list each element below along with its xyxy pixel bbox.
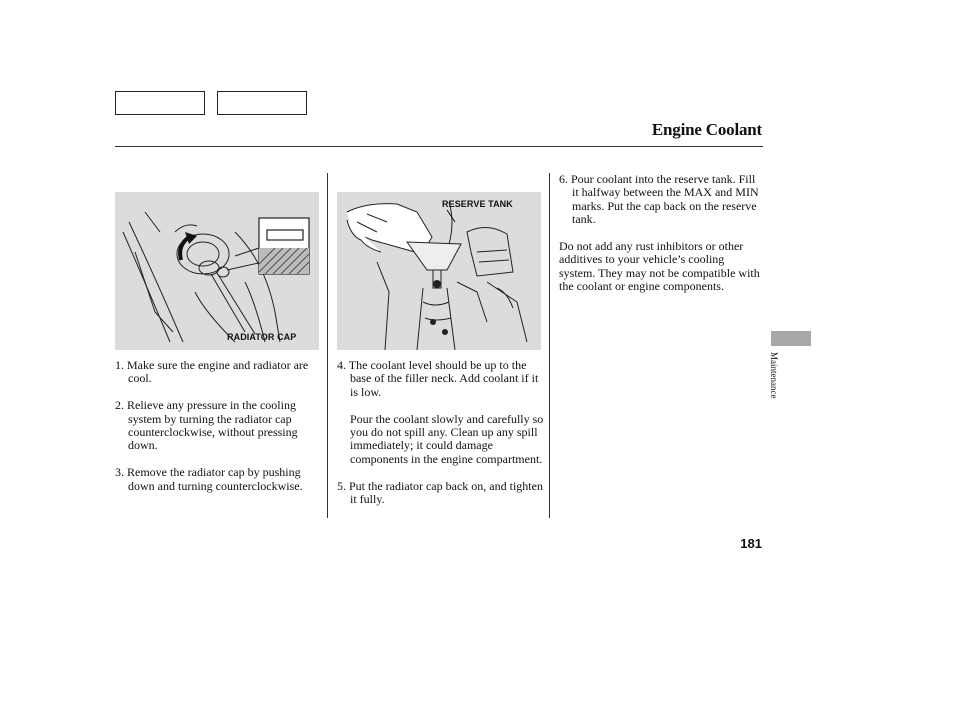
nav-button-next[interactable] (217, 91, 307, 115)
reserve-tank-label: RESERVE TANK (442, 199, 513, 209)
step-5: 5. Put the radiator cap back on, and tighten it fully. (337, 478, 543, 507)
column-divider-1 (327, 173, 328, 518)
column-1-text (115, 359, 325, 506)
step-3: 3. Remove the radiator cap by pushing down and turning counterclockwise. (115, 465, 303, 493)
section-tab-marker[interactable] (771, 331, 811, 346)
additive-warning: Do not add any rust inhibitors or other additives to your vehicle’s cooling system. They may not be compatible with the coolant or engine components. (559, 239, 760, 294)
step-6: 6. Pour coolant into the reserve tank. Fill it halfway between the MAX and MIN marks. Put the cap back on the reserve tank. (559, 172, 759, 227)
radiator-cap-label: RADIATOR CAP (227, 332, 297, 342)
page-title: Engine Coolant (651, 120, 762, 139)
column-3-text (559, 173, 763, 307)
radiator-cap-illustration (115, 192, 319, 350)
step-2: 2. Relieve any pressure in the cooling system by turning the radiator cap counterclockwise, without pressing down. (115, 398, 298, 453)
column-divider-2 (549, 173, 550, 518)
reserve-tank-illustration (337, 192, 541, 350)
nav-button-prev[interactable] (115, 91, 205, 115)
radiator-cap-figure (115, 192, 319, 350)
reserve-tank-figure (337, 192, 541, 350)
page-number: 181 (740, 536, 762, 551)
step-4-note: Pour the coolant slowly and carefully so you do not spill any. Clean up any spill immediately; it could damage components in the engine compartment. (350, 411, 544, 466)
section-tab-label: Maintenance (769, 352, 779, 399)
header-rule (115, 146, 763, 147)
step-1: 1. Make sure the engine and radiator are cool. (115, 358, 309, 386)
step-4: 4. The coolant level should be up to the base of the filler neck. Add coolant if it is low. (337, 358, 539, 399)
column-2-text (337, 359, 545, 520)
